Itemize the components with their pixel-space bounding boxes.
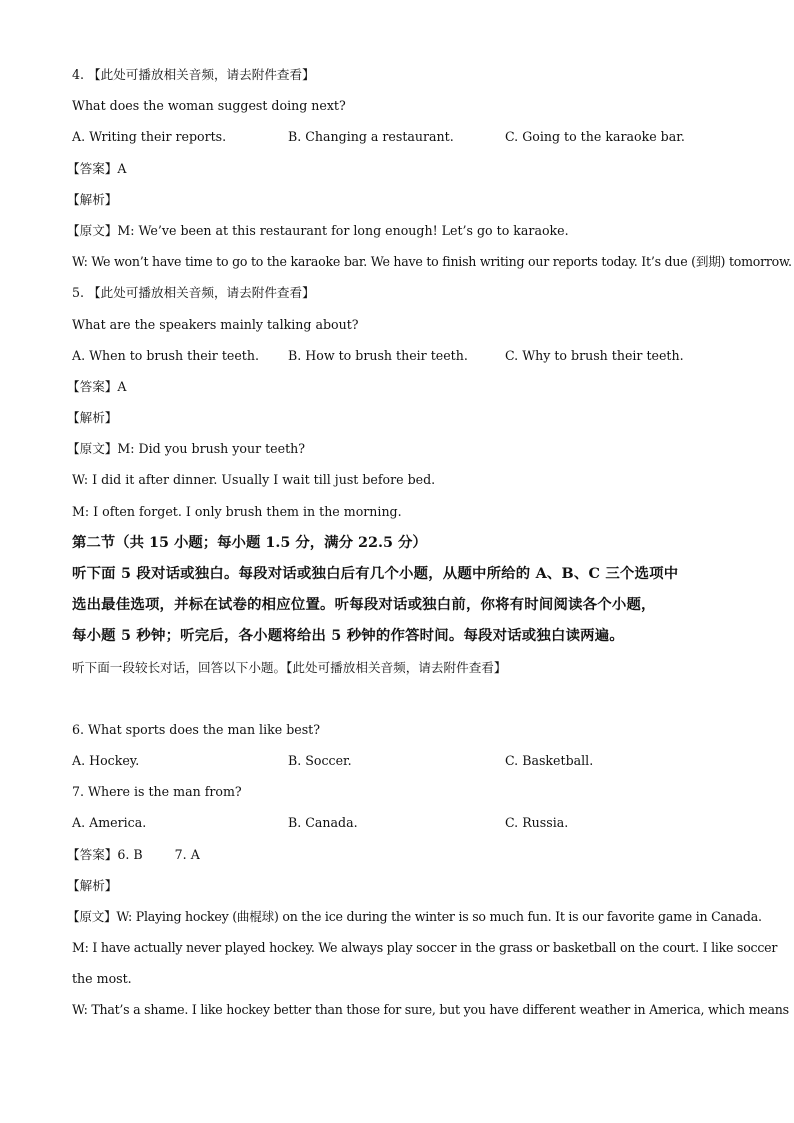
q5-answer: 【答案】A [67, 378, 127, 394]
q4-transcript-1: 【原文】M: We’ve been at this restaurant for long enough! Let’s go to karaoke. [67, 222, 569, 238]
q6-options [72, 748, 726, 779]
section-2-instruction-1: 听下面 5 段对话或独白。每段对话或独白后有几个小题，从题中所给的 A、B、C 三个选项中 [72, 565, 679, 582]
q6-7-transcript-4: W: That’s a shame. I like hockey better than those for sure, but you have different weather in America, which means [72, 1002, 789, 1018]
q7-option-a: A. America. [72, 815, 147, 831]
q4-question: What does the woman suggest doing next? [72, 98, 346, 114]
q4-options [72, 124, 726, 155]
section-2-title: 第二节（共 15 小题；每小题 1.5 分，满分 22.5 分） [72, 533, 427, 551]
q5-transcript-2: W: I did it after dinner. Usually I wait till just before bed. [72, 472, 436, 488]
q7-option-c: C. Russia. [505, 815, 569, 831]
q5-question: What are the speakers mainly talking about? [72, 316, 359, 332]
q4-answer: 【答案】A [67, 160, 127, 176]
q6-option-b: B. Soccer. [288, 752, 352, 768]
q6-question: 6. What sports does the man like best? [72, 721, 320, 737]
q7-option-b: B. Canada. [288, 815, 358, 831]
q6-7-answer: 【答案】6. B 7. A [67, 846, 200, 862]
q4-option-b: B. Changing a restaurant. [288, 129, 454, 145]
q4-transcript-2: W: We won’t have time to go to the karaoke bar. We have to finish writing our reports today. It’s due (到期) tomorrow. [72, 254, 792, 270]
q4-option-a: A. Writing their reports. [72, 129, 227, 145]
q5-transcript-3: M: I often forget. I only brush them in the morning. [72, 503, 402, 519]
q4-option-c: C. Going to the karaoke bar. [505, 129, 685, 145]
section-2-instruction-2: 选出最佳选项，并标在试卷的相应位置。听每段对话或独白前，你将有时间阅读各个小题， [72, 596, 656, 614]
q5-options [72, 343, 726, 374]
q7-options [72, 810, 726, 841]
q5-analysis-label: 【解析】 [67, 410, 118, 426]
q4-analysis-label: 【解析】 [67, 191, 118, 207]
q5-option-c: C. Why to brush their teeth. [505, 347, 684, 363]
spacer [72, 686, 726, 717]
exam-page [67, 62, 792, 1029]
q5-transcript-1: 【原文】M: Did you brush your teeth? [67, 441, 306, 457]
q4-heading: 4. 【此处可播放相关音频，请去附件查看】 [72, 67, 315, 82]
q5-heading: 5. 【此处可播放相关音频，请去附件查看】 [72, 285, 315, 301]
q5-option-b: B. How to brush their teeth. [288, 347, 468, 363]
q6-7-transcript-2: M: I have actually never played hockey. We always play soccer in the grass or basketball on the court. I like soccer [72, 940, 778, 956]
q6-option-c: C. Basketball. [505, 752, 594, 768]
q7-question: 7. Where is the man from? [72, 784, 242, 800]
q6-7-analysis-label: 【解析】 [67, 877, 118, 893]
q6-7-transcript-1: 【原文】W: Playing hockey (曲棍球) on the ice during the winter is so much fun. It is our favorite game in Canada. [67, 908, 762, 924]
section-2-instruction-3: 每小题 5 秒钟；听完后，各小题将给出 5 秒钟的作答时间。每段对话或独白读两遍。 [72, 627, 624, 645]
q5-option-a: A. When to brush their teeth. [72, 347, 259, 363]
q6-option-a: A. Hockey. [72, 752, 140, 768]
q6-7-transcript-3: the most. [72, 971, 132, 987]
section-2-intro: 听下面一段较长对话，回答以下小题。【此处可播放相关音频，请去附件查看】 [72, 659, 507, 675]
